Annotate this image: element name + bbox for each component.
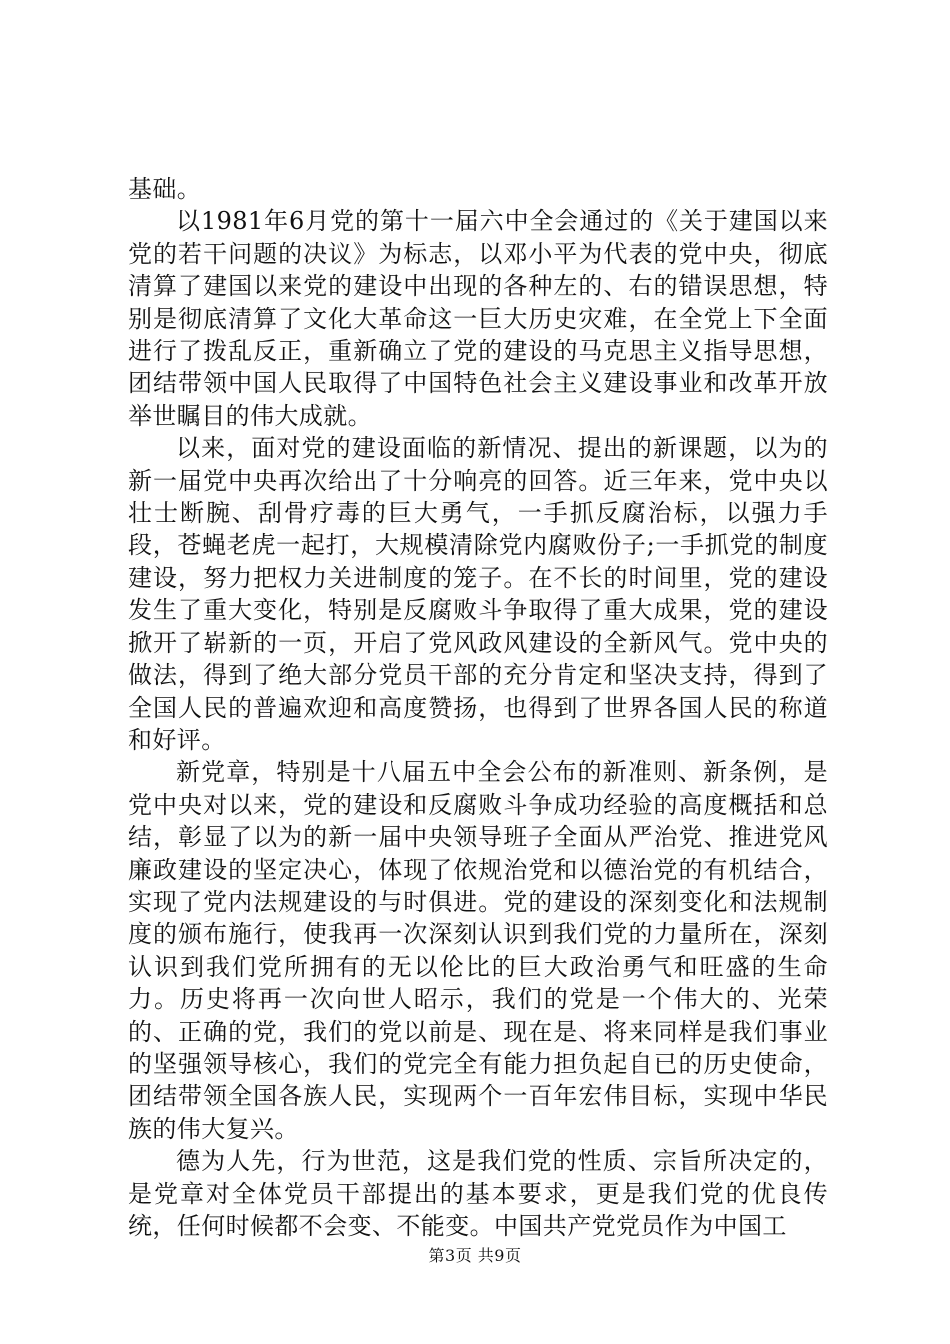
document-body (128, 173, 828, 1242)
page-number-footer: 第3页 共9页 (428, 1246, 522, 1265)
paragraph-continuation: 基础。 (128, 175, 202, 203)
paragraph: 德为人先，行为世范，这是我们党的性质、宗旨所决定的，是党章对全体党员干部提出的基本要求，更是我们党的优良传统，任何时候都不会变、不能变。中国共产党党员作为中国工 (128, 1147, 828, 1240)
paragraph: 以1981年6月党的第十一届六中全会通过的《关于建国以来党的若干问题的决议》为标志，以邓小平为代表的党中央，彻底清算了建国以来党的建设中出现的各种左的、右的错误思想，特别是彻底清算了文化大革命这一巨大历史灾难，在全党上下全面进行了拨乱反正，重新确立了党的建设的马克思主义指导思想，团结带领中国人民取得了中国特色社会主义建设事业和改革开放举世瞩目的伟大成就。 (128, 207, 828, 430)
paragraph: 以来，面对党的建设面临的新情况、提出的新课题，以为的新一届党中央再次给出了十分响亮的回答。近三年来，党中央以壮士断腕、刮骨疗毒的巨大勇气，一手抓反腐治标，以强力手段，苍蝇老虎一起打，大规模清除党内腐败份子;一手抓党的制度建设，努力把权力关进制度的笼子。在不长的时间里，党的建设发生了重大变化，特别是反腐败斗争取得了重大成果，党的建设掀开了崭新的一页，开启了党风政风建设的全新风气。党中央的做法，得到了绝大部分党员干部的充分肯定和坚决支持，得到了全国人民的普遍欢迎和高度赞扬，也得到了世界各国人民的称道和好评。 (128, 434, 828, 754)
paragraph: 新党章，特别是十八届五中全会公布的新准则、新条例，是党中央对以来，党的建设和反腐败斗争成功经验的高度概括和总结，彰显了以为的新一届中央领导班子全面从严治党、推进党风廉政建设的坚定决心，体现了依规治党和以德治党的有机结合，实现了党内法规建设的与时俱进。党的建设的深刻变化和法规制度的颁布施行，使我再一次深刻认识到我们党的力量所在，深刻认识到我们党所拥有的无以伦比的巨大政治勇气和旺盛的生命力。历史将再一次向世人昭示，我们的党是一个伟大的、光荣的、正确的党，我们的党以前是、现在是、将来同样是我们事业的坚强领导核心，我们的党完全有能力担负起自已的历史使命，团结带领全国各族人民，实现两个一百年宏伟目标，实现中华民族的伟大复兴。 (128, 758, 828, 1143)
